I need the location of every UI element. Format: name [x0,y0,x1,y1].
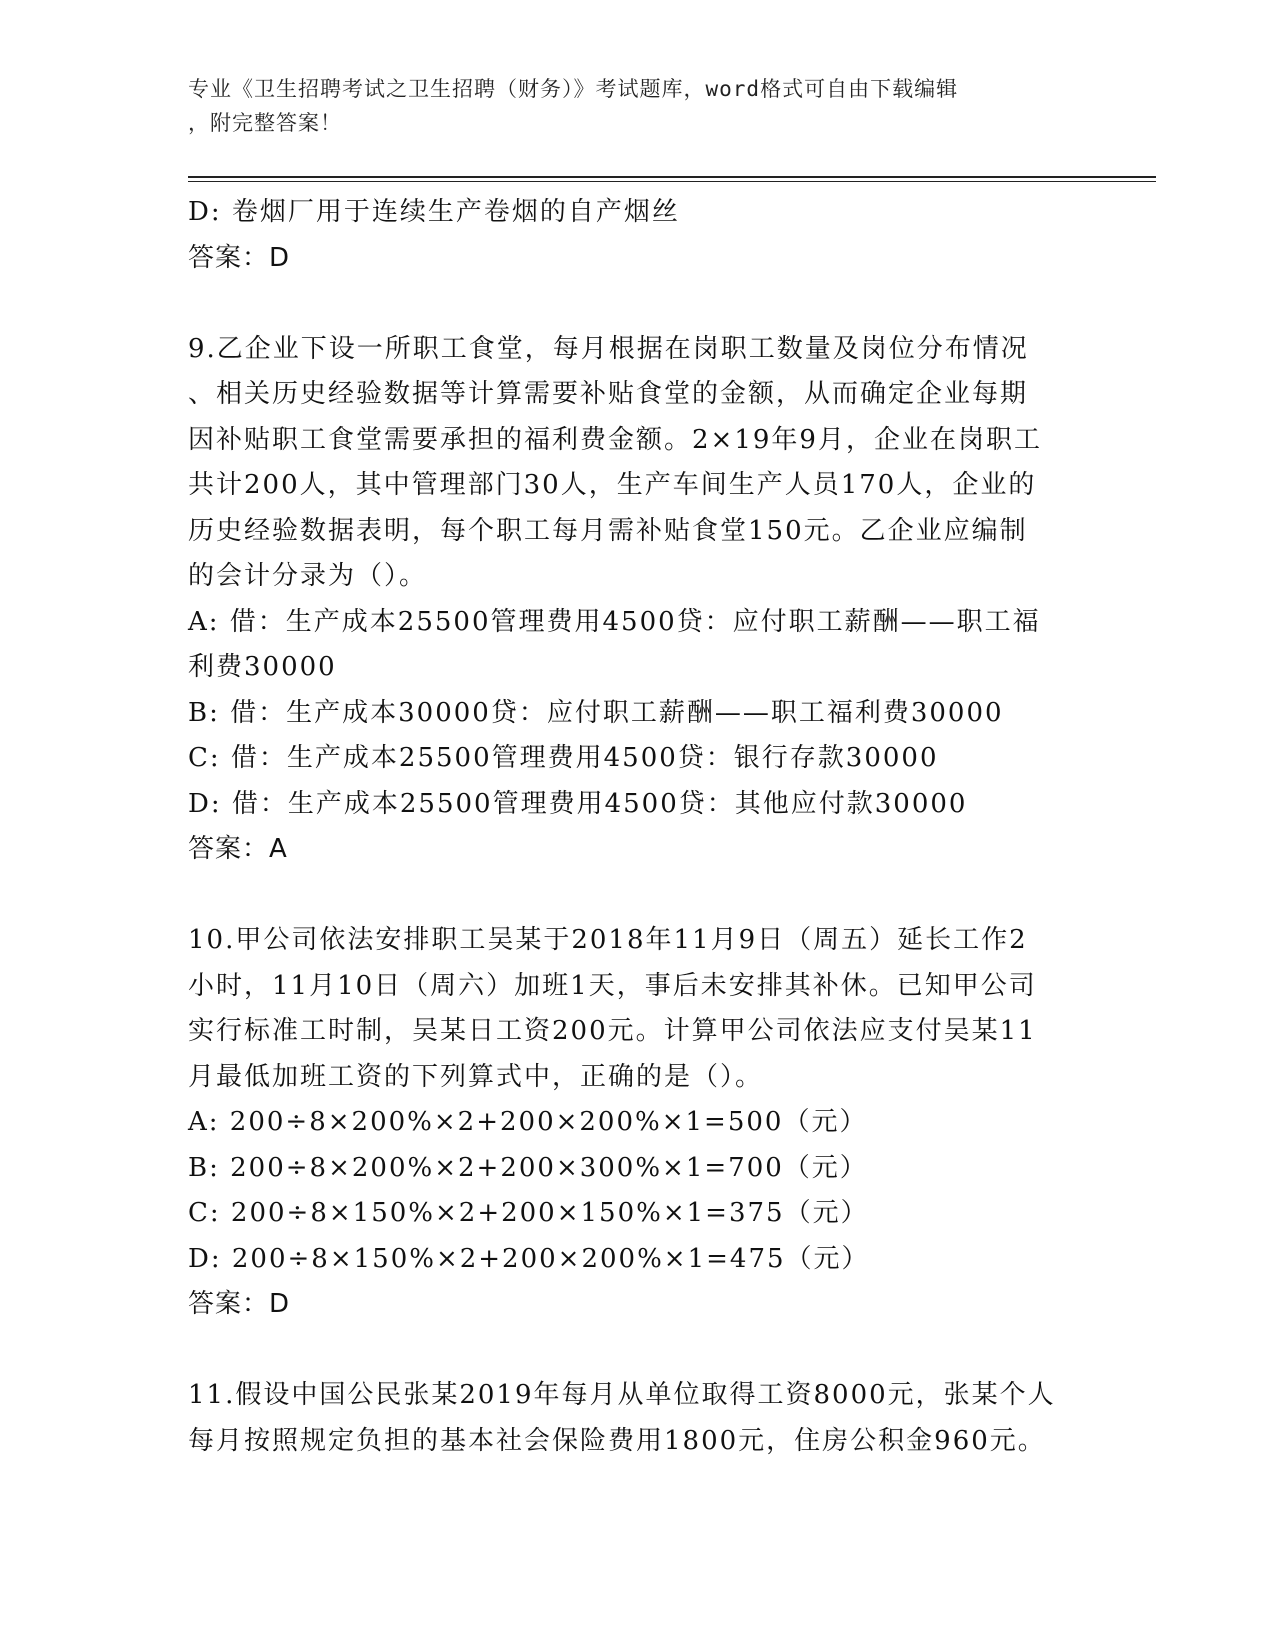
question-stem-line: 实行标准工时制，吴某日工资200元。计算甲公司依法应支付吴某11 [188,1016,1037,1046]
option-b: B: 借：生产成本30000贷：应付职工薪酬——职工福利费30000 [188,697,1004,728]
question-stem-line: 每月按照规定负担的基本社会保险费用1800元，住房公积金960元。 [188,1425,1046,1456]
question-stem-line: 月最低加班工资的下列算式中，正确的是（）。 [188,1061,764,1092]
option-a: A: 200÷8×200%×2+200×200%×1=500（元） [188,1107,868,1137]
question-11 [188,1373,1088,1464]
answer: 答案：D [188,1289,291,1319]
spacer [188,1328,1088,1374]
page-header [188,72,1068,140]
question-9 [188,327,1088,873]
option-a-line: 利费30000 [188,652,337,682]
header-divider-thick [188,176,1156,178]
spacer [188,873,1088,919]
header-divider-thin [188,181,1156,182]
question-stem-line: 9.乙企业下设一所职工食堂，每月根据在岗职工数量及岗位分布情况 [188,333,1029,364]
prev-option-d: D: 卷烟厂用于连续生产卷烟的自产烟丝 [188,197,680,227]
option-c: C: 借：生产成本25500管理费用4500贷：银行存款30000 [188,743,939,773]
header-line-1: 专业《卫生招聘考试之卫生招聘（财务）》考试题库，word格式可自由下载编辑 [188,77,959,101]
question-stem-line: 10.甲公司依法安排职工吴某于2018年11月9日（周五）延长工作2 [188,925,1028,955]
question-content [188,190,1088,1464]
answer: 答案：A [188,834,288,864]
question-stem-line: 共计200人，其中管理部门30人，生产车间生产人员170人，企业的 [188,470,1037,500]
option-c: C: 200÷8×150%×2+200×150%×1=375（元） [188,1198,869,1228]
question-stem-line: 的会计分录为（）。 [188,561,428,591]
question-stem-line: 、相关历史经验数据等计算需要补贴食堂的金额，从而确定企业每期 [188,379,1029,409]
header-line-2: ，附完整答案！ [188,111,342,135]
question-10 [188,918,1088,1328]
option-a-line: A: 借：生产成本25500管理费用4500贷：应付职工薪酬——职工福 [188,606,1041,637]
question-stem-line: 历史经验数据表明，每个职工每月需补贴食堂150元。乙企业应编制 [188,515,1028,546]
question-stem-line: 因补贴职工食堂需要承担的福利费金额。2×19年9月，企业在岗职工 [188,424,1042,455]
spacer [188,281,1088,327]
prev-answer: 答案：D [188,242,291,273]
option-d: D: 借：生产成本25500管理费用4500贷：其他应付款30000 [188,788,968,819]
question-stem-line: 11.假设中国公民张某2019年每月从单位取得工资8000元，张某个人 [188,1380,1056,1410]
option-b: B: 200÷8×200%×2+200×300%×1=700（元） [188,1152,868,1183]
question-stem-line: 小时，11月10日（周六）加班1天，事后未安排其补休。已知甲公司 [188,970,1037,1001]
option-d: D: 200÷8×150%×2+200×200%×1=475（元） [188,1243,870,1274]
